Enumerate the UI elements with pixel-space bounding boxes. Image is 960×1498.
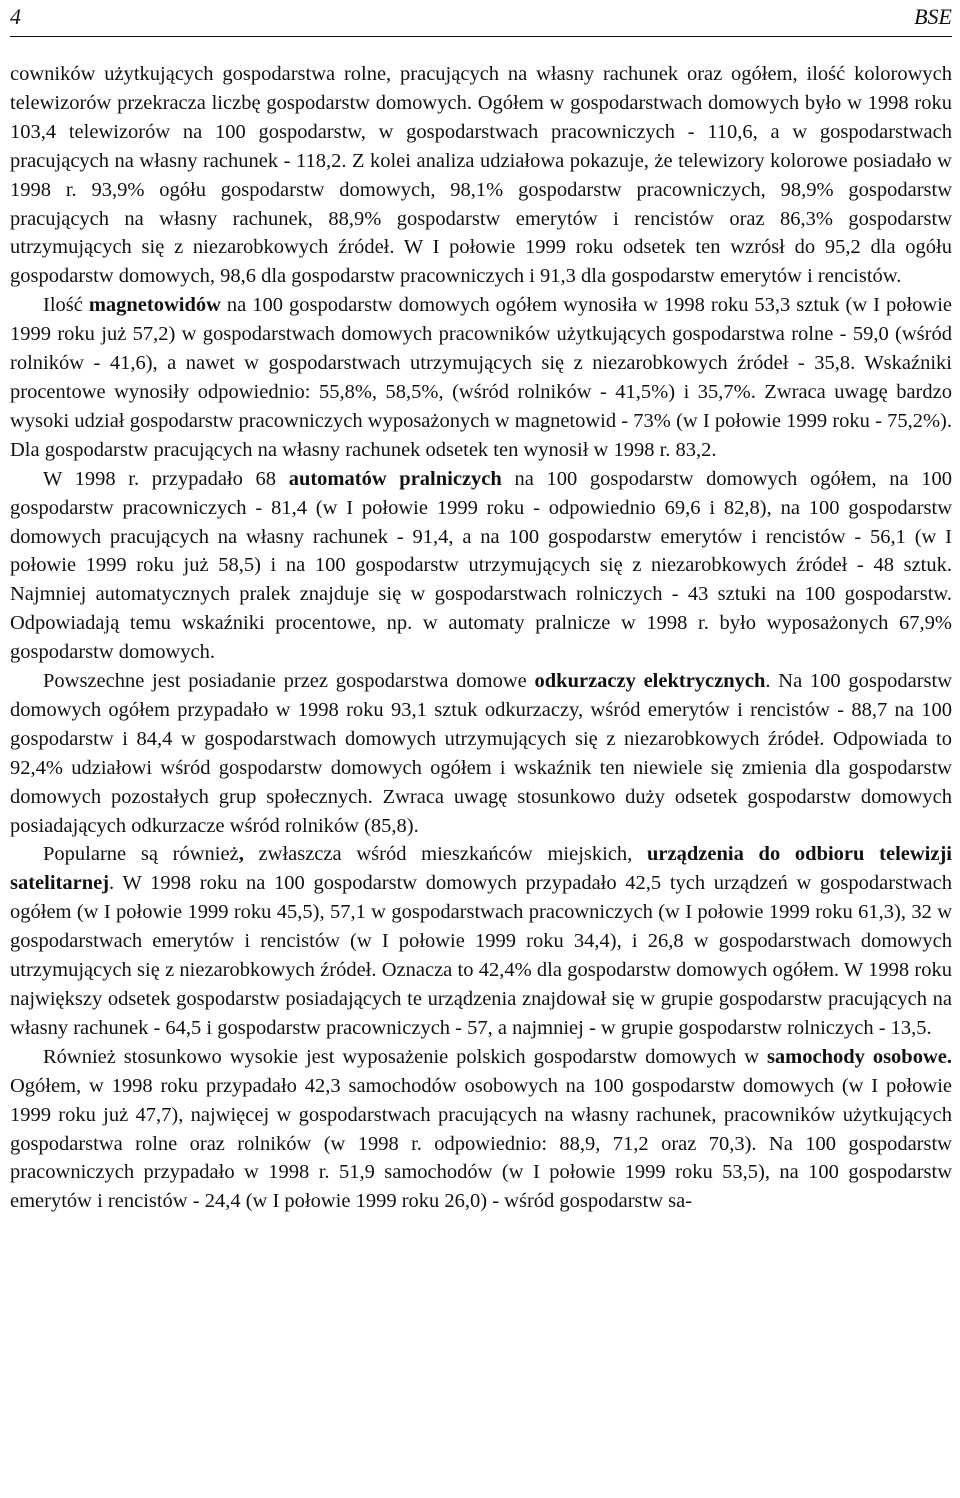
text-run: cowników użytkujących gospodarstwa rolne, pracujących na własny rachunek oraz ogółem, ilość kolorowych telewizorów przekracza liczbę gospodarstw domowych. Ogółem w gospodarstwach domowych było w 1998 roku 103,4 telewizorów na 100 gospodarstw, w gospodarstwach pracowniczych - 110,6, a w gospodarstwach pracujących na własny rachunek - 118,2. Z kolei analiza udziałowa pokazuje, że telewizory kolorowe posiadało w 1998 r. 93,9% ogółu gospodarstw domowych, 98,1% gospodarstw pracowniczych, 98,9% gospodarstw pracujących na własny rachunek, 88,9% gospodarstw emerytów i rencistów oraz 86,3% gospodarstw utrzymujących się z niezarobkowych źródeł. W I połowie 1999 roku odsetek ten wzrósł do 95,2 dla ogółu gospodarstw domowych, 98,6 dla gospodarstw pracowniczych i 91,3 dla gospodarstw emerytów i rencistów.	[10, 63, 952, 288]
bold-term: ,	[238, 843, 244, 866]
body-text	[10, 60, 952, 1216]
running-title: BSE	[914, 4, 952, 29]
page-header	[10, 0, 952, 36]
bold-term: urządzenia do odbioru telewizji satelitarnej	[10, 843, 952, 895]
text-run: na 100 gospodarstw domowych ogółem wynosiła w 1998 roku 53,3 sztuk (w I połowie 1999 roku już 57,2) w gospodarstwach domowych pracowników użytkujących gospodarstwa rolne - 59,0 (wśród rolników - 41,6), a nawet w gospodarstwach utrzymujących się z niezarobkowych źródeł - 35,8. Wskaźniki procentowe wynosiły odpowiednio: 55,8%, 58,5%, (wśród rolników - 41,5%) i 35,7%. Zwraca uwagę bardzo wysoki udział gospodarstw pracowniczych wyposażonych w magnetowid - 73% (w I połowie 1999 roku - 75,2%). Dla gospodarstw pracujących na własny rachunek odsetek ten wynosił w 1998 r. 83,2.	[10, 294, 952, 461]
paragraph	[10, 1043, 952, 1216]
text-run: W 1998 r. przypadało 68	[43, 467, 289, 490]
bold-term: automatów pralniczych	[288, 467, 502, 490]
bold-term: samochody osobowe.	[766, 1045, 952, 1068]
paragraph	[10, 465, 952, 667]
header-rule	[10, 36, 952, 37]
text-run: Również stosunkowo wysokie jest wyposażenie polskich gospodarstw domowych w	[43, 1045, 767, 1068]
bold-term: odkurzaczy elektrycznych	[534, 670, 766, 693]
text-run: zwłaszcza wśród mieszkańców miejskich,	[243, 843, 648, 866]
text-run: Ogółem, w 1998 roku przypadało 42,3 samochodów osobowych na 100 gospodarstw domowych (w I połowie 1999 roku już 47,7), najwięcej w gospodarstwach pracujących na własny rachunek, pracowników użytkujących gospodarstwa rolne oraz rolników (w 1998 r. odpowiednio: 88,9, 71,2 oraz 70,3). Na 100 gospodarstw pracowniczych przypadało w 1998 r. 51,9 samochodów (w I połowie 1999 roku 53,5), na 100 gospodarstw emerytów i rencistów - 24,4 (w I połowie 1999 roku 26,0) - wśród gospodarstw sa-	[10, 1074, 952, 1213]
text-run: . Na 100 gospodarstw domowych ogółem przypadało w 1998 roku 93,1 sztuk odkurzaczy, wśród emerytów i rencistów - 88,7 na 100 gospodarstw i 84,4 w gospodarstwach domowych utrzymujących się z niezarobkowych źródeł. Odpowiada to 92,4% udziałowi wśród gospodarstw domowych ogółem i wskaźnik ten niewiele się zmienia dla gospodarstw domowych pozostałych grup społecznych. Zwraca uwagę stosunkowo duży odsetek gospodarstw domowych posiadających odkurzacze wśród rolników (85,8).	[10, 670, 953, 837]
paragraph	[10, 667, 952, 840]
text-run: na 100 gospodarstw domowych ogółem, na 100 gospodarstw pracowniczych - 81,4 (w I połowie 1999 roku - odpowiednio 69,6 i 82,8), na 100 gospodarstw domowych pracujących na własny rachunek - 91,4, a na 100 gospodarstw emerytów i rencistów - 56,1 (w I połowie 1999 roku już 58,5) i na 100 gospodarstw utrzymujących się z niezarobkowych źródeł - 48 sztuk. Najmniej automatycznych pralek znajduje się w gospodarstwach rolniczych - 43 sztuki na 100 gospodarstw. Odpowiadają temu wskaźniki procentowe, np. w automaty pralnicze w 1998 r. było wyposażonych 67,9% gospodarstw domowych.	[10, 467, 952, 664]
page-number: 4	[10, 4, 21, 29]
paragraph	[10, 60, 952, 291]
text-run: Ilość	[43, 294, 89, 317]
paragraph	[10, 840, 952, 1042]
text-run: . W 1998 roku na 100 gospodarstw domowych przypadało 42,5 tych urządzeń w gospodarstwach ogółem (w I połowie 1999 roku 45,5), 57,1 w gospodarstwach pracowniczych (w I połowie 1999 roku 61,3), 32 w gospodarstwach emerytów i rencistów (w I połowie 1999 roku 34,4), i 26,8 w gospodarstwach domowych utrzymujących się z niezarobkowych źródeł. Oznacza to 42,4% dla gospodarstw domowych ogółem. W 1998 roku największy odsetek gospodarstw posiadających te urządzenia znajdował się w grupie gospodarstw pracujących na własny rachunek - 64,5 i gospodarstw pracowniczych - 57, a najmniej - w grupie gospodarstw rolniczych - 13,5.	[10, 872, 952, 1039]
bold-term: magnetowidów	[88, 294, 221, 317]
text-run: Powszechne jest posiadanie przez gospodarstwa domowe	[43, 670, 535, 693]
paragraph	[10, 291, 952, 464]
text-run: Popularne są również	[43, 843, 239, 866]
